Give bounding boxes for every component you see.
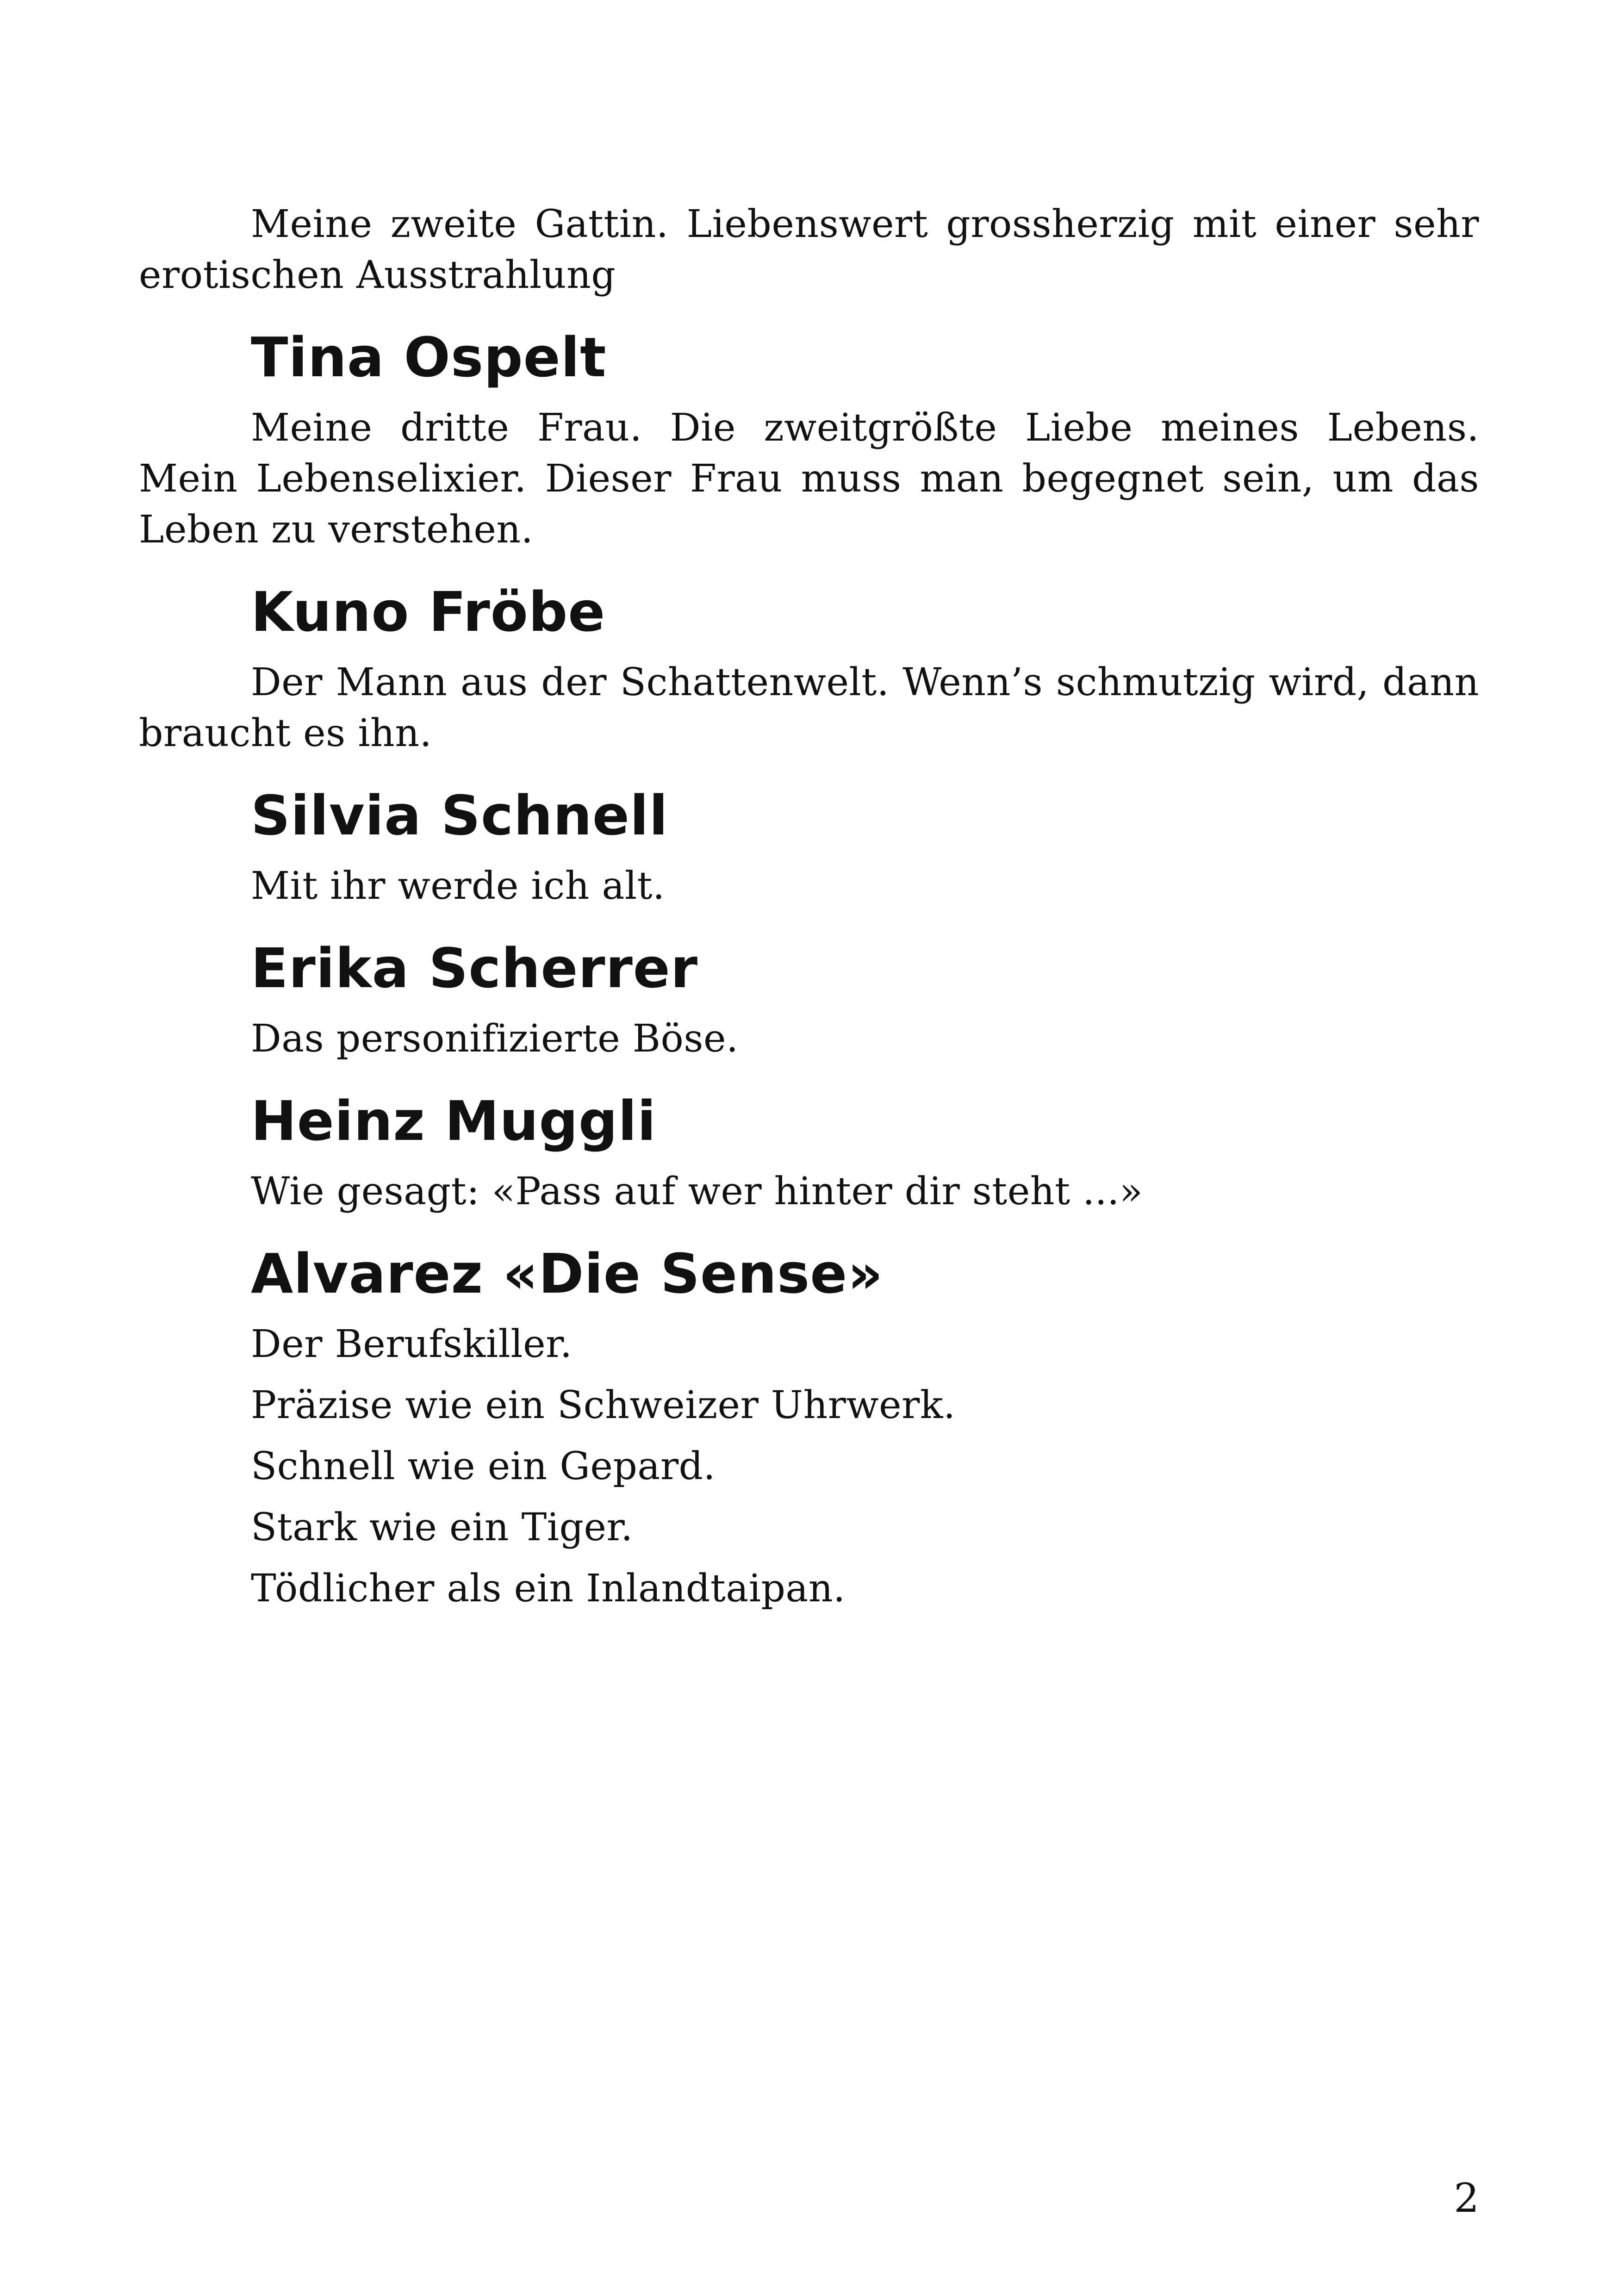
character-heading-erika-scherrer: Erika Scherrer	[251, 936, 698, 1000]
character-description-heinz-muggli: Wie gesagt: «Pass auf wer hinter dir steht ...»	[251, 1170, 1143, 1213]
character-line-alvarez-3: Schnell wie ein Gepard.	[251, 1444, 716, 1488]
document-body	[139, 199, 1479, 1614]
character-heading-heinz-muggli: Heinz Muggli	[251, 1089, 657, 1153]
character-line-alvarez-2: Präzise wie ein Schweizer Uhrwerk.	[251, 1383, 956, 1427]
character-line-alvarez-4: Stark wie ein Tiger.	[251, 1506, 633, 1549]
character-description-silvia-schnell: Mit ihr werde ich alt.	[251, 864, 665, 908]
character-heading-tina-ospelt: Tina Ospelt	[251, 325, 607, 389]
character-description-erika-scherrer: Das personifizierte Böse.	[251, 1017, 739, 1061]
character-description-tina-ospelt: Meine dritte Frau. Die zweitgrößte Liebe meines Lebens. Mein Lebenselixier. Dieser Frau muss man begegnet sein, um das Leben zu verstehen.	[139, 406, 1479, 552]
character-heading-silvia-schnell: Silvia Schnell	[251, 784, 668, 847]
page-number: 2	[1454, 2175, 1479, 2221]
character-heading-alvarez: Alvarez «Die Sense»	[251, 1242, 884, 1306]
character-line-alvarez-1: Der Berufskiller.	[251, 1322, 573, 1366]
intro-paragraph: Meine zweite Gattin. Liebenswert grossherzig mit einer sehr erotischen Ausstrahlung	[139, 202, 1479, 297]
character-description-kuno-froebe: Der Mann aus der Schattenwelt. Wenn’s schmutzig wird, dann braucht es ihn.	[139, 660, 1479, 755]
character-heading-kuno-froebe: Kuno Fröbe	[251, 580, 606, 644]
character-line-alvarez-5: Tödlicher als ein Inlandtaipan.	[251, 1567, 846, 1611]
